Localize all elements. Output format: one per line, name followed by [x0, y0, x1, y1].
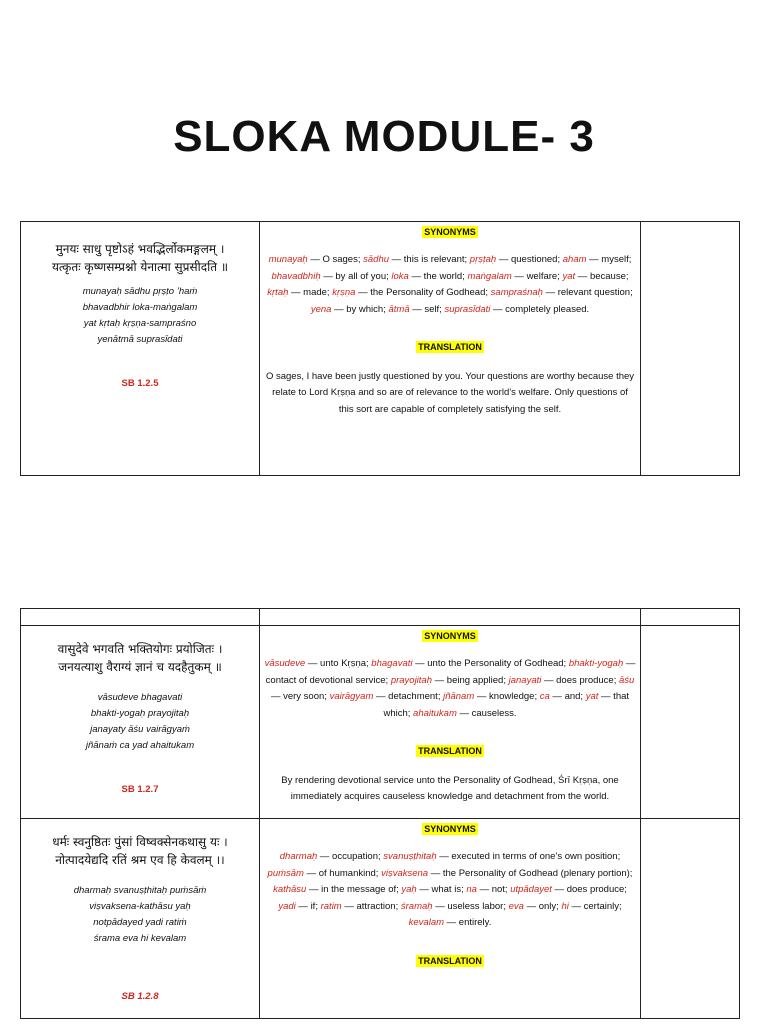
devanagari-line: जनयत्याशु वैराग्यं ज्ञानं च यदहैतुकम् ॥ — [58, 660, 222, 674]
synonym-meaning: — if; — [295, 900, 321, 912]
translit-line: viṣvaksena-kathāsu yaḥ — [89, 901, 191, 912]
synonym-meaning: — this is relevant; — [389, 254, 470, 265]
blank-cell — [641, 222, 740, 476]
synonym-word: pṛṣṭaḥ — [469, 254, 497, 265]
translation-heading: TRANSLATION — [418, 955, 482, 966]
synonym-meaning: — very soon; — [270, 691, 330, 702]
translit-line: yenātmā suprasīdati — [97, 334, 183, 345]
verse-reference: SB 1.2.5 — [121, 378, 159, 389]
verse-reference: SB 1.2.8 — [121, 991, 159, 1002]
synonym-word: na — [466, 884, 477, 895]
synonym-word: prayojitaḥ — [390, 674, 433, 686]
synonym-meaning: — does produce; — [551, 884, 627, 895]
translation-heading: TRANSLATION — [418, 746, 482, 756]
synonyms-cell — [260, 222, 641, 476]
translit-line: yat kṛtaḥ kṛṣṇa-sampraśno — [83, 318, 197, 329]
synonym-word: dharmaḥ — [279, 851, 318, 862]
synonym-word: suprasīdati — [444, 303, 491, 315]
synonym-meaning: — useless labor; — [432, 900, 509, 912]
synonym-meaning: — what is; — [416, 884, 467, 895]
synonym-meaning: — the Personality of Godhead (plenary portion); — [428, 867, 633, 879]
synonym-meaning: — causeless. — [456, 707, 517, 719]
synonym-word: kṛtaḥ — [267, 287, 289, 298]
synonym-meaning: — self; — [409, 303, 445, 315]
synonym-word: āśu — [619, 674, 635, 686]
synonym-word: utpādayet — [510, 884, 552, 895]
synonym-word: kathāsu — [273, 884, 307, 895]
synonyms-cell — [260, 819, 641, 1019]
synonym-word: vairāgyam — [329, 691, 374, 702]
synonym-word: eva — [508, 900, 524, 912]
synonym-meaning: — executed in terms of one’s own position; — [436, 851, 621, 862]
synonym-word: ca — [539, 691, 550, 702]
translit-line: vāsudeve bhagavati — [97, 692, 183, 703]
synonym-word: yat — [562, 270, 576, 282]
synonym-meaning: — occupation; — [317, 851, 384, 862]
synonym-word: vāsudeve — [264, 658, 306, 669]
synonyms-text — [264, 252, 636, 318]
devanagari-line: नोत्पादयेद्यदि रतिं श्रम एव हि केवलम् ।। — [55, 853, 225, 867]
page-title: SLOKA MODULE- 3 — [173, 112, 595, 161]
synonym-word: maṅgalam — [467, 270, 512, 282]
header-cell — [641, 609, 740, 626]
synonym-meaning: — does produce; — [541, 674, 619, 686]
synonyms-text — [264, 656, 636, 722]
synonym-meaning: — not; — [476, 884, 511, 895]
synonym-word: yadi — [278, 900, 296, 912]
devanagari-line: यत्कृतः कृष्णसम्प्रश्नो येनात्मा सुप्रसीदति ॥ — [51, 260, 229, 274]
synonym-meaning: — detachment; — [373, 691, 444, 702]
synonym-meaning: — relevant question; — [542, 287, 633, 298]
synonym-word: yat — [585, 691, 599, 702]
synonym-word: bhavadbhiḥ — [271, 270, 321, 282]
synonym-meaning: — O sages; — [307, 254, 364, 265]
synonym-meaning: — attraction; — [341, 900, 401, 912]
translit-line: dharmaḥ svanuṣṭhitaḥ puṁsāṁ — [73, 885, 207, 896]
synonym-meaning: — certainly; — [568, 900, 622, 912]
synonym-word: ātmā — [388, 303, 410, 315]
translation-heading: TRANSLATION — [418, 342, 482, 352]
synonyms-cell — [260, 626, 641, 819]
translit-line: jñānaṁ ca yad ahaitukam — [85, 740, 195, 751]
synonym-word: puṁsām — [267, 867, 304, 879]
synonyms-heading: SYNONYMS — [424, 631, 476, 641]
synonym-word: munayaḥ — [268, 254, 308, 265]
synonym-word: bhakti-yogaḥ — [568, 658, 624, 669]
translit-line: bhakti-yogaḥ prayojitaḥ — [90, 708, 190, 719]
synonym-meaning: — knowledge; — [474, 691, 540, 702]
synonym-meaning: — being applied; — [432, 674, 509, 686]
synonym-meaning: — that which; — [383, 691, 630, 719]
devanagari-line: धर्मः स्वनुष्ठितः पुंसां विष्वक्सेनकथासु यः । — [52, 835, 228, 849]
synonym-meaning: — made; — [288, 287, 333, 298]
devanagari-line: मुनयः साधु पृष्टोऽहं भवद्भिर्लोकमङ्गलम् । — [55, 242, 225, 256]
synonym-meaning: — welfare; — [511, 270, 563, 282]
devanagari-line: वासुदेवे भगवति भक्तियोगः प्रयोजितः । — [57, 642, 223, 656]
synonym-meaning: — and; — [549, 691, 586, 702]
synonym-meaning: — questioned; — [496, 254, 563, 265]
synonym-word: loka — [391, 270, 409, 282]
synonym-meaning: — by all of you; — [320, 270, 392, 282]
synonym-word: sampraśnaḥ — [490, 287, 543, 298]
sloka-table-1 — [20, 221, 740, 476]
synonym-meaning: — because; — [575, 270, 629, 282]
synonym-meaning: — completely pleased. — [490, 303, 590, 315]
synonym-word: kṛṣṇa — [332, 287, 356, 298]
synonym-word: bhagavati — [371, 658, 413, 669]
transliteration — [25, 690, 255, 754]
synonym-meaning: — only; — [523, 900, 562, 912]
synonym-word: ahaitukam — [413, 707, 457, 719]
synonym-word: śramaḥ — [400, 900, 433, 912]
translit-line: notpādayed yadi ratiṁ — [93, 917, 187, 928]
translation-text: O sages, I have been justly questioned by you. Your questions are worthy because they relate to Lord Kṛṣṇa and so are of relevance to the world’s welfare. Only questions of this sort are capable of completely satisfying the self. — [265, 370, 635, 415]
synonym-meaning: — entirely. — [444, 917, 492, 928]
synonym-word: sādhu — [363, 254, 390, 265]
verse-reference: SB 1.2.7 — [121, 784, 159, 795]
synonyms-text — [264, 849, 636, 932]
verse-cell — [21, 626, 260, 819]
synonyms-heading: SYNONYMS — [424, 227, 476, 237]
translation-text: By rendering devotional service unto the Personality of Godhead, Śrī Kṛṣṇa, one immediately acquires causeless knowledge and detachment from the world. — [281, 774, 619, 802]
verse-cell — [21, 819, 260, 1019]
synonym-word: svanuṣṭhitaḥ — [383, 851, 437, 862]
synonym-word: kevalam — [408, 917, 445, 928]
blank-cell — [641, 626, 740, 819]
translit-line: janayaty āśu vairāgyaṁ — [90, 724, 190, 735]
synonym-word: jñānam — [443, 691, 475, 702]
synonym-word: yaḥ — [401, 884, 417, 895]
synonym-meaning: — the Personality of Godhead; — [355, 287, 491, 298]
synonym-word: viṣvaksena — [381, 867, 429, 879]
synonym-meaning: — by which; — [331, 303, 389, 315]
synonym-meaning: — unto the Personality of Godhead; — [412, 658, 569, 669]
translit-line: munayaḥ sādhu pṛṣṭo ’haṁ — [82, 286, 198, 297]
synonym-word: ratim — [320, 900, 342, 912]
synonym-meaning: — in the message of; — [306, 884, 402, 895]
header-cell — [21, 609, 260, 626]
synonym-meaning: — the world; — [408, 270, 468, 282]
synonym-meaning: — contact of devotional service; — [265, 658, 636, 686]
synonyms-heading: SYNONYMS — [424, 824, 476, 834]
translit-line: śrama eva hi kevalam — [93, 933, 187, 944]
synonym-word: aham — [562, 254, 587, 265]
sloka-table-2 — [20, 608, 740, 1019]
synonym-word: hi — [561, 900, 569, 912]
synonym-meaning: — unto Kṛṣṇa; — [305, 658, 372, 669]
translit-line: bhavadbhir loka-maṅgalam — [82, 302, 198, 313]
transliteration — [25, 883, 255, 947]
header-cell — [260, 609, 641, 626]
synonym-word: yena — [310, 303, 332, 315]
transliteration — [25, 284, 255, 348]
synonym-word: janayati — [508, 674, 542, 686]
verse-cell — [21, 222, 260, 476]
blank-cell — [641, 819, 740, 1019]
synonym-meaning: — of humankind; — [303, 867, 382, 879]
synonym-meaning: — myself; — [586, 254, 632, 265]
